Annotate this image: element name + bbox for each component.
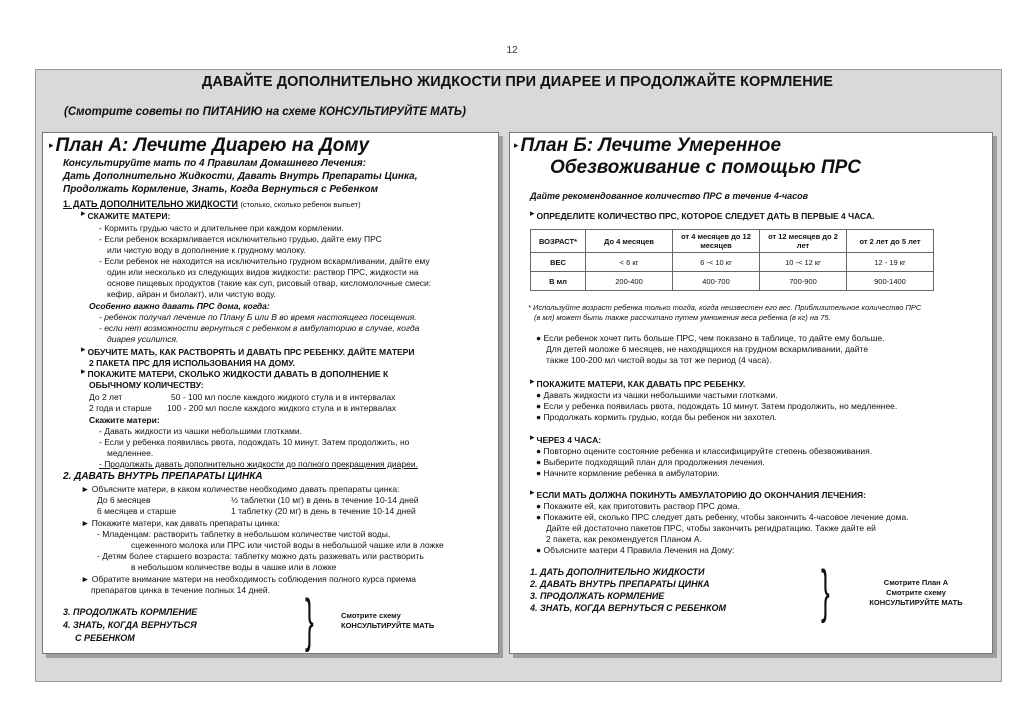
table-cell: 6 -< 10 кг	[673, 253, 760, 272]
right-brace: }	[305, 588, 314, 653]
triangle-bullet-icon: ▸	[81, 366, 86, 376]
table-cell: ВОЗРАСТ*	[531, 230, 586, 253]
table-cell: от 12 месяцев до 2 лет	[760, 230, 847, 253]
tell2-item: - Давать жидкости из чашки небольшими глотками.	[99, 426, 302, 436]
tell-item: - Если ребенок вскармливается исключительно грудью, дайте ему ПРС	[99, 234, 382, 244]
table-cell: 900-1400	[847, 272, 934, 291]
teach-mother-1b: 2 ПАКЕТА ПРС ДЛЯ ИСПОЛЬЗОВАНИЯ НА ДОМУ.	[89, 358, 295, 368]
more-item: также 100-200 мл чистой воды за тот же период (4 часа).	[546, 355, 772, 365]
zinc-explain: ► Объясните матери, в каком количестве необходимо давать препараты цинка:	[81, 484, 400, 494]
important-item: диарея усилится.	[107, 334, 179, 344]
triangle-bullet-icon: ▸	[514, 140, 519, 150]
tell2-item: - Продолжать давать дополнительно жидкости до полного прекращения диареи.	[99, 459, 418, 469]
leave-item: ● Покажите ей, сколько ПРС следует дать ребенку, чтобы закончить 4-часовое лечение дома.	[536, 512, 909, 522]
after4-item: ● Повторно оцените состояние ребенка и классифицируйте степень обезвоживания.	[536, 446, 873, 456]
plan-a-panel	[42, 132, 499, 654]
zinc-dose: ½ таблетки (10 мг) в день в течение 10-14 дней	[231, 495, 419, 505]
tell-item: один или несколько из следующих видов жидкости: раствор ПРС, жидкости на	[107, 267, 419, 277]
table-cell: 400-700	[673, 272, 760, 291]
rule-item: 4. ЗНАТЬ, КОГДА ВЕРНУТЬСЯ С РЕБЕНКОМ	[530, 603, 726, 613]
table-cell: 12 - 19 кг	[847, 253, 934, 272]
after4-item: ● Выберите подходящий план для продолжения лечения.	[536, 457, 765, 467]
rule-item: 1. ДАТЬ ДОПОЛНИТЕЛЬНО ЖИДКОСТИ	[530, 567, 705, 577]
zinc-attention: ► Обратите внимание матери на необходимость соблюдения полного курса приема	[81, 574, 417, 584]
amount-age: 2 года и старше	[89, 403, 152, 413]
table-row	[531, 272, 934, 291]
table-cell: В мл	[531, 272, 586, 291]
rule-item: 2. ДАВАТЬ ВНУТРЬ ПРЕПАРАТЫ ЦИНКА	[530, 579, 710, 589]
plan-b-heading-2: Обезвоживание с помощью ПРС	[550, 157, 862, 178]
step-1: 1. ДАТЬ ДОПОЛНИТЕЛЬНО ЖИДКОСТИ (столько, сколько ребенок выпьет)	[63, 199, 361, 209]
plan-a-intro-1: Консультируйте мать по 4 Правилам Домашнего Лечения:	[63, 158, 367, 169]
show-item: ● Если у ребенка появилась рвота, подождать 10 минут. Затем продолжить, но медленнее.	[536, 401, 898, 411]
leave-item: Дайте ей достаточно пакетов ПРС, чтобы закончить регидратацию. Также дайте ей	[546, 523, 876, 533]
tell2-item: - Если у ребенка появилась рвота, подождать 10 минут. Затем продолжить, но	[99, 437, 410, 447]
page-subtitle: (Смотрите советы по ПИТАНИЮ на схеме КОНСУЛЬТИРУЙТЕ МАТЬ)	[64, 106, 466, 118]
triangle-bullet-icon: ▸	[530, 432, 535, 442]
triangle-bullet-icon: ▸	[81, 208, 86, 218]
right-brace: }	[821, 559, 830, 624]
step-4: 4. ЗНАТЬ, КОГДА ВЕРНУТЬСЯ	[63, 620, 197, 630]
table-footnote-2: (в мл) может быть также рассчитано путем умножения веса ребенка (в кг) на 75.	[534, 313, 831, 322]
teach-mother-2: ▸ ПОКАЖИТЕ МАТЕРИ, СКОЛЬКО ЖИДКОСТИ ДАВАТЬ В ДОПОЛНЕНИЕ К	[81, 366, 389, 379]
step-4b: С РЕБЕНКОМ	[75, 633, 135, 643]
page-number: 12	[506, 45, 518, 56]
leave-item: ● Объясните матери 4 Правила Лечения на Дому:	[536, 545, 735, 555]
give-recommended: Дайте рекомендованное количество ПРС в течение 4-часов	[530, 191, 809, 201]
step-3: 3. ПРОДОЛЖАТЬ КОРМЛЕНИЕ	[63, 607, 198, 617]
zinc-item: - Детям более старшего возраста: таблетку можно дать разжевать или растворить	[97, 551, 424, 561]
after4-item: ● Начните кормление ребенка в амбулатории.	[536, 468, 720, 478]
determine-heading: ▸ ОПРЕДЕЛИТЕ КОЛИЧЕСТВО ПРС, КОТОРОЕ СЛЕДУЕТ ДАТЬ В ПЕРВЫЕ 4 ЧАСА.	[530, 208, 875, 221]
table-cell: До 4 месяцев	[586, 230, 673, 253]
amount-value: 50 - 100 мл после каждого жидкого стула и в интервалах	[171, 392, 396, 402]
plan-b-panel	[509, 132, 993, 654]
plan-b-heading: ▸ План Б: Лечите Умеренное	[514, 135, 782, 156]
triangle-bullet-icon: ▸	[49, 140, 54, 150]
triangle-bullet-icon: ▸	[530, 376, 535, 386]
see-scheme-target: КОНСУЛЬТИРУЙТЕ МАТЬ	[869, 598, 963, 607]
plan-a-intro-3: Продолжать Кормление, Знать, Когда Вернуться с Ребенком	[63, 184, 378, 195]
zinc-age: 6 месяцев и старше	[97, 506, 177, 516]
table-cell: от 2 лет до 5 лет	[847, 230, 934, 253]
table-cell: от 4 месяцев до 12 месяцев	[673, 230, 760, 253]
triangle-bullet-icon: ▸	[530, 208, 535, 218]
more-item: ● Если ребенок хочет пить больше ПРС, чем показано в таблице, то дайте ему больше.	[536, 333, 885, 343]
table-cell: ВЕС	[531, 253, 586, 272]
tell2-item: медленнее.	[107, 448, 154, 458]
triangle-bullet-icon: ▸	[530, 487, 535, 497]
leave-item: ● Покажите ей, как приготовить раствор ПРС дома.	[536, 501, 740, 511]
tell-item: кефир, айран и биолакт), или чистую воду.	[107, 289, 276, 299]
tell-item: - Кормить грудью часто и длительнее при каждом кормлении.	[99, 223, 344, 233]
leave-item: 2 пакета, как рекомендуется Планом А.	[546, 534, 702, 544]
table-cell: < 6 кг	[586, 253, 673, 272]
tell-mother-heading: ▸ СКАЖИТЕ МАТЕРИ:	[81, 208, 171, 221]
table-cell: 700-900	[760, 272, 847, 291]
triangle-bullet-icon: ▸	[81, 344, 86, 354]
plan-a-intro-2: Дать Дополнительно Жидкости, Давать Внутрь Препараты Цинка,	[63, 171, 418, 182]
ors-dosage-table	[530, 229, 934, 291]
zinc-item: в небольшом количестве воды в чашке или в ложке	[131, 562, 337, 572]
after-4-hours-heading: ▸ ЧЕРЕЗ 4 ЧАСА:	[530, 432, 602, 445]
show-how-heading: ▸ ПОКАЖИТЕ МАТЕРИ, КАК ДАВАТЬ ПРС РЕБЕНКУ.	[530, 376, 746, 389]
important-item: - если нет возможности вернуться с ребенком в амбулаторию в случае, когда	[99, 323, 420, 333]
table-cell: 200-400	[586, 272, 673, 291]
plan-a-heading	[49, 135, 369, 157]
tell-item: или чистую воду в дополнение к грудному молоку.	[107, 245, 306, 255]
step-2: 2. ДАВАТЬ ВНУТРЬ ПРЕПАРАТЫ ЦИНКА	[63, 471, 263, 482]
zinc-item: - Младенцам: растворить таблетку в небольшом количестве чистой воды,	[97, 529, 391, 539]
show-item: ● Давать жидкости из чашки небольшими частыми глотками.	[536, 390, 778, 400]
tell-mother-2-heading: Скажите матери:	[89, 415, 160, 425]
important-item: - ребенок получал лечение по Плану Б или В во время настоящего посещения.	[99, 312, 417, 322]
tell-item: основе пищевых продуктов (такие как суп, рисовый отвар, кисломолочные смеси:	[107, 278, 432, 288]
table-cell: 10 -< 12 кг	[760, 253, 847, 272]
see-scheme-label: Смотрите схему	[341, 611, 401, 620]
plan-a-title: План А: Лечите Диарею на Дому	[55, 135, 370, 156]
see-plan-label: Смотрите План А	[883, 578, 949, 587]
zinc-show: ► Покажите матери, как давать препараты цинка:	[81, 518, 281, 528]
table-row	[531, 253, 934, 272]
more-item: Для детей моложе 6 месяцев, не находящихся на грудном вскармливании, дайте	[546, 344, 869, 354]
zinc-item: сцеженного молока или ПРС или чистой воды в небольшой чашке или в ложке	[131, 540, 444, 550]
page-title: ДАВАЙТЕ ДОПОЛНИТЕЛЬНО ЖИДКОСТИ ПРИ ДИАРЕЕ И ПРОДОЛЖАЙТЕ КОРМЛЕНИЕ	[201, 74, 834, 90]
important-home-heading: Особенно важно давать ПРС дома, когда:	[89, 301, 270, 311]
amount-age: До 2 лет	[89, 392, 123, 402]
teach-mother-2b: ОБЫЧНОМУ КОЛИЧЕСТВУ:	[89, 380, 204, 390]
tell-item: - Если ребенок не находится на исключительно грудном вскармливании, дайте ему	[99, 256, 430, 266]
rule-item: 3. ПРОДОЛЖАТЬ КОРМЛЕНИЕ	[530, 591, 665, 601]
amount-value: 100 - 200 мл после каждого жидкого стула и в интервалах	[167, 403, 397, 413]
teach-mother-1: ▸ ОБУЧИТЕ МАТЬ, КАК РАСТВОРЯТЬ И ДАВАТЬ ПРС РЕБЕНКУ. ДАЙТЕ МАТЕРИ	[81, 344, 415, 357]
zinc-age: До 6 месяцев	[97, 495, 151, 505]
see-scheme-label: Смотрите схему	[886, 588, 946, 597]
zinc-dose: 1 таблетку (20 мг) в день в течение 10-14 дней	[231, 506, 416, 516]
table-row	[531, 230, 934, 253]
see-scheme-target: КОНСУЛЬТИРУЙТЕ МАТЬ	[341, 621, 435, 630]
show-item: ● Продолжать кормить грудью, когда бы ребенок ни захотел.	[536, 412, 777, 422]
if-leave-heading: ▸ ЕСЛИ МАТЬ ДОЛЖНА ПОКИНУТЬ АМБУЛАТОРИЮ ДО ОКОНЧАНИЯ ЛЕЧЕНИЯ:	[530, 487, 866, 500]
table-footnote: * Используйте возраст ребенка только тогда, когда неизвестен его вес. Приблизительное количество ПРС	[528, 303, 922, 312]
zinc-attention-2: препаратов цинка в течение полных 14 дней.	[91, 585, 270, 595]
